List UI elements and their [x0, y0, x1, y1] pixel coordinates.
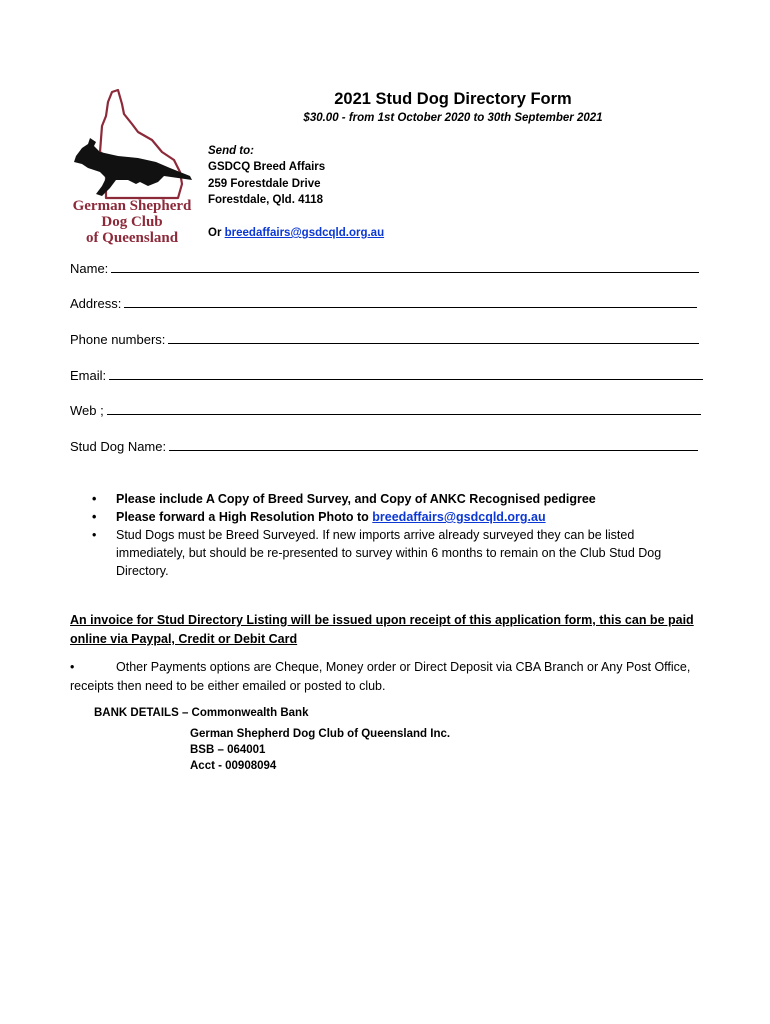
- invoice-note: An invoice for Stud Directory Listing will be issued upon receipt of this application form, this can be paid online via Paypal, Credit or Debit Card: [70, 613, 694, 646]
- web-input-line[interactable]: [107, 402, 701, 415]
- address-label: Address:: [70, 296, 122, 311]
- bullet-icon: •: [92, 492, 97, 506]
- phone-input-line[interactable]: [168, 331, 699, 344]
- stud-dog-name-input-line[interactable]: [169, 438, 698, 451]
- bullet-text-survey: Please include A Copy of Breed Survey, and Copy of ANKC Recognised pedigree: [116, 492, 596, 506]
- bank-details-title: BANK DETAILS – Commonwealth Bank: [94, 707, 309, 719]
- logo-text-line3: of Queensland: [85, 230, 179, 246]
- address-input-line[interactable]: [124, 295, 697, 308]
- bullet-text-photo: Please forward a High Resolution Photo to: [116, 510, 373, 524]
- list-item: [90, 490, 702, 508]
- stud-dog-name-field[interactable]: [70, 436, 698, 454]
- bullet-icon: •: [92, 528, 97, 542]
- list-item: [90, 508, 702, 526]
- list-item: [90, 526, 702, 580]
- web-field[interactable]: [70, 400, 701, 418]
- bullet-icon: •: [70, 660, 75, 674]
- address-line-1: GSDCQ Breed Affairs: [208, 161, 326, 173]
- queensland-dog-emblem: [66, 86, 198, 206]
- alt-email-prefix: Or: [208, 227, 225, 239]
- bullet-icon: •: [92, 510, 97, 524]
- logo-text-line1: German Shepherd: [72, 198, 192, 214]
- page-subtitle: $30.00 - from 1st October 2020 to 30th September 2021: [303, 112, 603, 124]
- email-field[interactable]: [70, 365, 703, 383]
- phone-field[interactable]: [70, 329, 699, 347]
- logo-text-line2: Dog Club: [101, 214, 163, 230]
- name-input-line[interactable]: [111, 260, 699, 273]
- bank-account-number: Acct - 00908094: [190, 760, 277, 772]
- address-line-2: 259 Forestdale Drive: [208, 178, 321, 190]
- address-line-3: Forestdale, Qld. 4118: [208, 194, 324, 206]
- requirements-list: [90, 490, 702, 580]
- name-label: Name:: [70, 261, 109, 276]
- web-label: Web ;: [70, 403, 104, 418]
- bank-bsb: BSB – 064001: [190, 744, 266, 756]
- other-payments-text: Other Payments options are Cheque, Money order or Direct Deposit via CBA Branch or Any Post Office, receipts then need to be either emailed or posted to club.: [70, 660, 691, 693]
- send-to-label: Send to:: [208, 145, 254, 157]
- email-label: Email:: [70, 368, 107, 383]
- alt-email-line: [208, 226, 384, 241]
- other-payments-paragraph: [70, 658, 710, 696]
- address-field[interactable]: [70, 293, 697, 311]
- bullet-text-breed-surveyed: Stud Dogs must be Breed Surveyed. If new imports arrive already surveyed they can be listed immediately, but should be re-presented to survey within 6 months to remain on the Club Stud Dog Directory.: [116, 528, 662, 578]
- page-title: 2021 Stud Dog Directory Form: [334, 90, 572, 108]
- club-logo: [66, 86, 198, 248]
- name-field[interactable]: [70, 258, 699, 276]
- bank-account-name: German Shepherd Dog Club of Queensland Inc.: [190, 728, 451, 740]
- breed-affairs-email-link[interactable]: breedaffairs@gsdcqld.org.au: [224, 227, 385, 239]
- phone-label: Phone numbers:: [70, 332, 166, 347]
- photo-email-link[interactable]: breedaffairs@gsdcqld.org.au: [372, 510, 546, 524]
- email-input-line[interactable]: [109, 367, 703, 380]
- stud-dog-name-label: Stud Dog Name:: [70, 439, 167, 454]
